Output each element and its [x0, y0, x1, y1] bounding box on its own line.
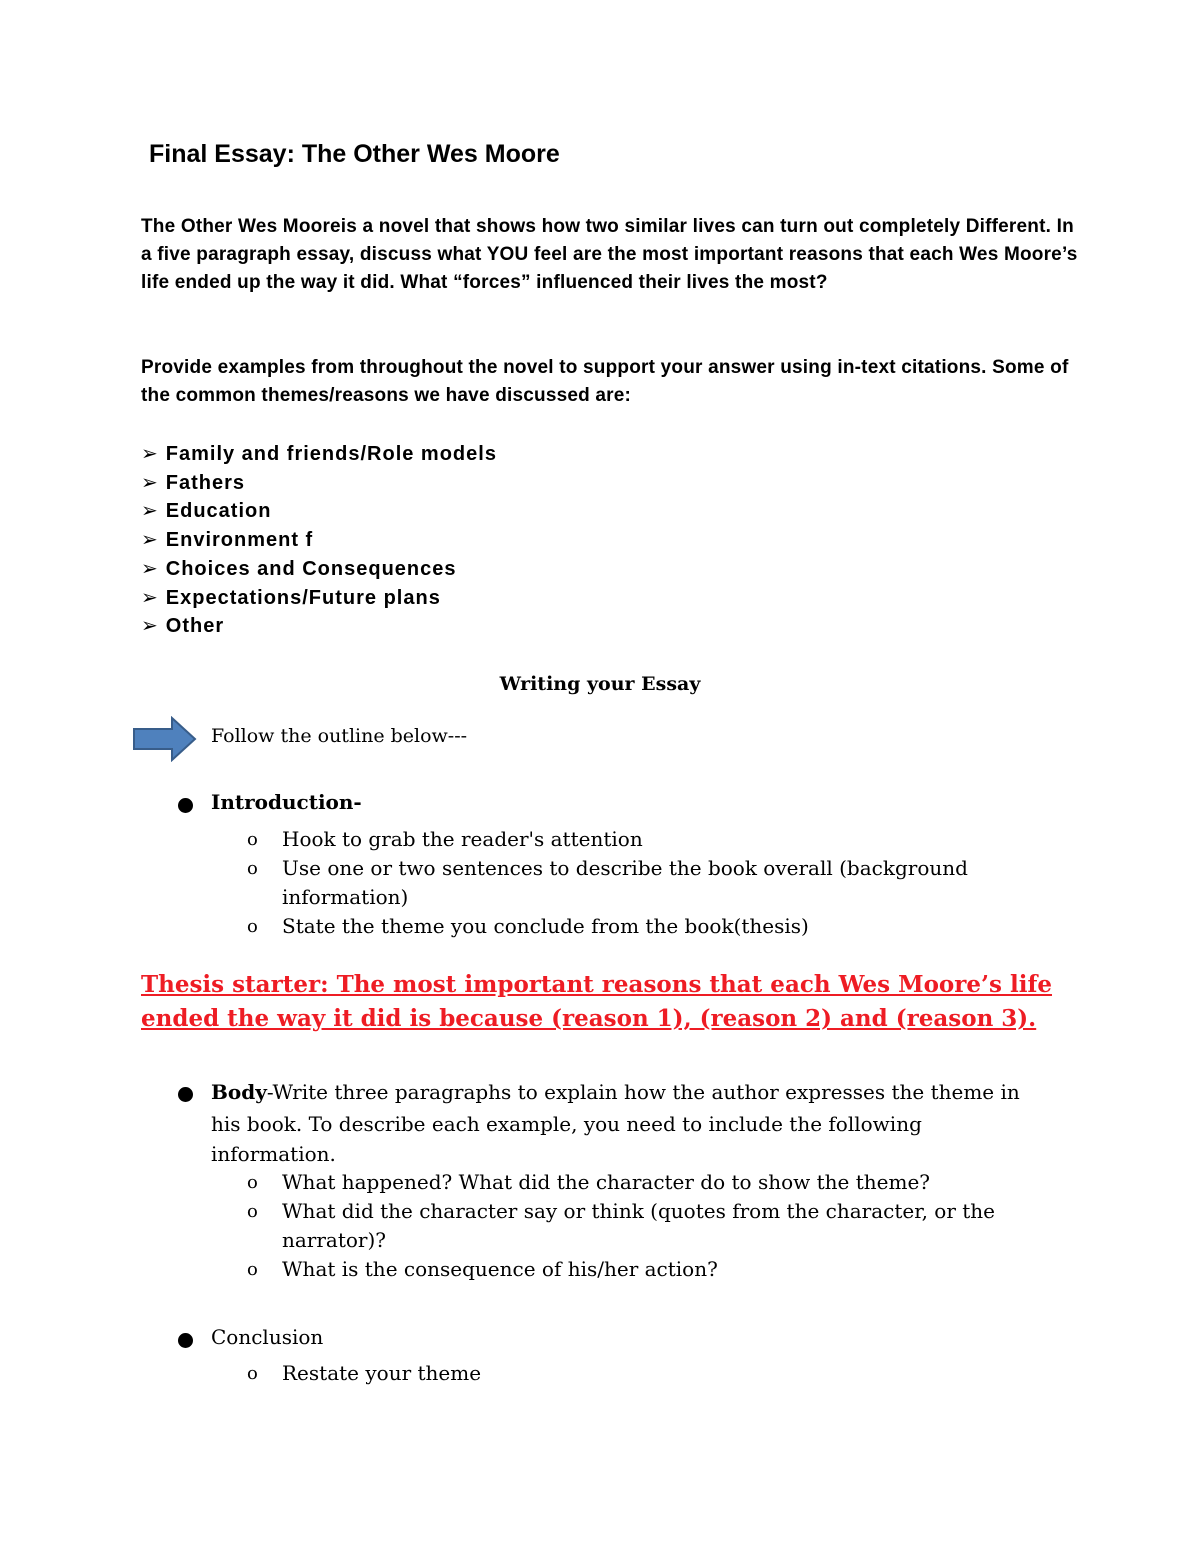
filled-circle-bullet-icon — [178, 1333, 193, 1348]
circle-bullet-icon: o — [247, 829, 258, 850]
circle-bullet-icon: o — [247, 916, 258, 937]
arrowhead-bullet-icon: ➢ — [141, 529, 159, 552]
list-item: o What is the consequence of his/her action? — [247, 1255, 1042, 1284]
document-title: Final Essay: The Other Wes Moore — [149, 140, 560, 168]
instructions-paragraph: Provide examples from throughout the novel to support your answer using in-text citations. Some of the common themes/reasons we have discussed are: — [141, 357, 1069, 406]
introduction-list — [247, 825, 1042, 941]
arrowhead-bullet-icon: ➢ — [141, 500, 159, 523]
body-list — [247, 1168, 1042, 1284]
conclusion-list — [247, 1359, 1042, 1388]
list-item: ➢ Other — [141, 615, 225, 638]
list-item: ➢ Fathers — [141, 471, 246, 494]
arrowhead-bullet-icon: ➢ — [141, 557, 159, 580]
list-item: ➢ Choices and Consequences — [141, 557, 457, 580]
arrowhead-bullet-icon: ➢ — [141, 443, 159, 465]
intro-paragraph: The Other Wes Mooreis a novel that shows how two similar lives can turn out completely Different. In a five paragraph essay, discuss what YOU feel are the most important reasons that each Wes Moore’s life ended up the way it did. What “forces” influenced their lives the most? — [141, 216, 1078, 293]
list-item: ➢ Education — [141, 500, 272, 523]
section-heading: Writing your Essay — [499, 673, 701, 695]
circle-bullet-icon: o — [247, 858, 258, 879]
body-heading: Body — [211, 1080, 267, 1104]
list-item: ➢ Family and friends/Role models — [141, 443, 497, 465]
introduction-heading: Introduction- — [211, 790, 362, 814]
list-item: o Hook to grab the reader's attention — [247, 825, 1042, 854]
thesis-starter: Thesis starter: The most important reasons that each Wes Moore’s life ended the way it did is because (reason 1), (reason 2) and (reason 3). — [141, 971, 1052, 1032]
arrowhead-bullet-icon: ➢ — [141, 615, 159, 638]
arrowhead-bullet-icon: ➢ — [141, 471, 159, 494]
list-item: ➢ Environment f — [141, 529, 314, 552]
filled-circle-bullet-icon — [178, 1087, 193, 1102]
circle-bullet-icon: o — [247, 1259, 258, 1280]
list-item: o Use one or two sentences to describe the book overall (background information) — [247, 856, 968, 909]
arrowhead-bullet-icon: ➢ — [141, 586, 159, 609]
outline-note: Follow the outline below--- — [211, 725, 468, 747]
list-item: o Restate your theme — [247, 1359, 1042, 1388]
circle-bullet-icon: o — [247, 1172, 258, 1193]
list-item: o State the theme you conclude from the book(thesis) — [247, 912, 1042, 941]
body-description: Body-Write three paragraphs to explain how the author expresses the theme in his book. To describe each example, you need to include the following information. — [211, 1080, 1020, 1166]
conclusion-heading: Conclusion — [211, 1325, 324, 1349]
filled-circle-bullet-icon — [178, 798, 193, 813]
list-item: o What happened? What did the character do to show the theme? — [247, 1168, 1042, 1197]
themes-list — [141, 440, 497, 641]
list-item: ➢ Expectations/Future plans — [141, 586, 441, 609]
list-item: o What did the character say or think (quotes from the character, or the narrator)? — [247, 1199, 995, 1252]
right-arrow-icon — [132, 716, 198, 762]
circle-bullet-icon: o — [247, 1201, 258, 1222]
circle-bullet-icon: o — [247, 1363, 258, 1384]
